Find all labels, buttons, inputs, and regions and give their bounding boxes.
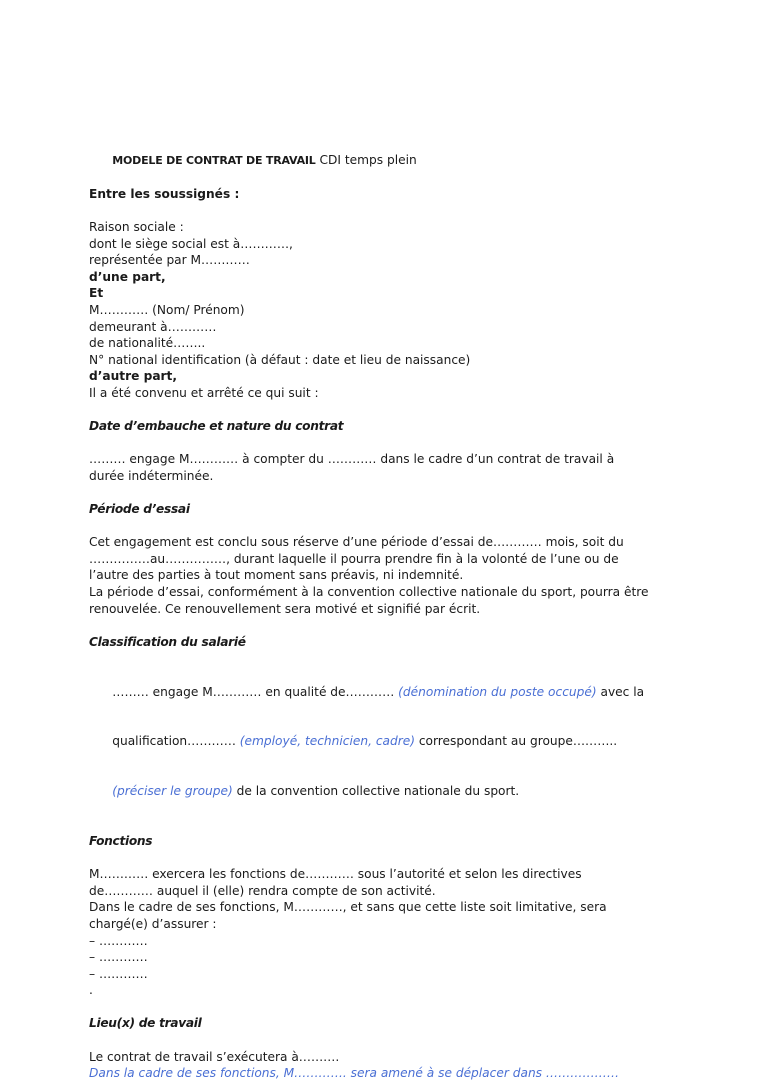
classification-line-3: [89, 767, 729, 817]
classification-text: de la convention collective nationale du sport.: [232, 784, 520, 799]
classification-text: avec la: [596, 684, 645, 699]
employee-address: demeurant à…………: [89, 319, 217, 334]
qualification-hint: (employé, technicien, cadre): [239, 734, 415, 749]
representant: représentée par M…………: [89, 253, 250, 268]
essai-line-4: La période d’essai, conformément à la convention collective nationale du sport, pourra être: [89, 585, 649, 600]
et-label: Et: [89, 286, 104, 301]
section-heading-lieu: Lieu(x) de travail: [89, 1016, 202, 1031]
employee-name: M………… (Nom/ Prénom): [89, 302, 245, 317]
autre-part-label: d’autre part,: [89, 369, 178, 384]
lieu-line-1: Le contrat de travail s’exécutera à……….: [89, 1049, 340, 1064]
classification-text: qualification…………: [112, 734, 240, 749]
convenu-line: Il a été convenu et arrêté ce qui suit :: [89, 385, 319, 400]
fonctions-line-4: chargé(e) d’assurer :: [89, 916, 217, 931]
parties-intro: Entre les soussignés :: [89, 186, 240, 201]
embauche-line-2: durée indéterminée.: [89, 468, 214, 483]
classification-text: ……… engage M………… en qualité de…………: [112, 684, 399, 699]
classification-text: correspondant au groupe………..: [414, 734, 618, 749]
poste-hint: (dénomination du poste occupé): [398, 684, 597, 699]
classification-line-2: [89, 717, 729, 767]
fonctions-bullet: – …………: [89, 966, 148, 981]
fonctions-bullet: – …………: [89, 933, 148, 948]
fonctions-bullet: – …………: [89, 950, 148, 965]
essai-line-1: Cet engagement est conclu sous réserve d’une période d’essai de………… mois, soit du: [89, 535, 624, 550]
une-part-label: d’une part,: [89, 269, 166, 284]
essai-line-3: l’autre des parties à tout moment sans préavis, ni indemnité.: [89, 568, 464, 583]
fonctions-line-3: Dans le cadre de ses fonctions, M…………, et sans que cette liste soit limitative, sera: [89, 900, 607, 915]
title-rest: CDI temps plein: [315, 152, 417, 167]
fonctions-line-1: M………… exercera les fonctions de………… sous l’autorité et selon les directives: [89, 867, 582, 882]
embauche-line-1: ……… engage M………… à compter du ………… dans le cadre d’un contrat de travail à: [89, 452, 615, 467]
groupe-hint: (préciser le groupe): [112, 784, 233, 799]
employee-identification: N° national identification (à défaut : date et lieu de naissance): [89, 352, 471, 367]
essai-line-2: ……………au……………, durant laquelle il pourra prendre fin à la volonté de l’une ou de: [89, 551, 619, 566]
fonctions-trailing-dot: .: [89, 983, 93, 998]
fonctions-line-2: de………… auquel il (elle) rendra compte de son activité.: [89, 883, 436, 898]
siege-social: dont le siège social est à…………,: [89, 236, 293, 251]
section-heading-embauche: Date d’embauche et nature du contrat: [89, 419, 344, 434]
lieu-line-2: Dans la cadre de ses fonctions, M…………. sera amené à se déplacer dans ………………: [89, 1066, 620, 1081]
essai-line-5: renouvelée. Ce renouvellement sera motivé et signifié par écrit.: [89, 601, 481, 616]
title-bold: MODELE DE CONTRAT DE TRAVAIL: [112, 153, 316, 167]
contract-body: [89, 135, 729, 1082]
section-heading-classification: Classification du salarié: [89, 634, 246, 649]
classification-line-1: [89, 667, 729, 717]
document-title: [89, 135, 729, 186]
section-heading-fonctions: Fonctions: [89, 833, 153, 848]
raison-sociale: Raison sociale :: [89, 219, 184, 234]
employee-nationality: de nationalité……..: [89, 336, 206, 351]
section-heading-essai: Période d’essai: [89, 502, 190, 517]
